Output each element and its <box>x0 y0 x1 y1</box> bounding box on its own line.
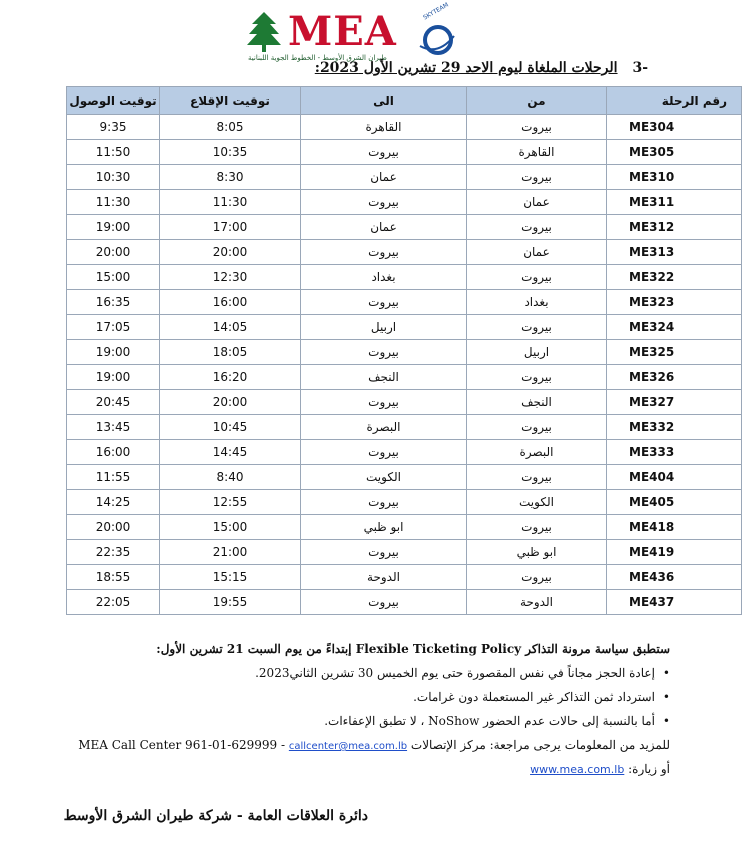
flight-number-cell: ME322 <box>607 265 742 290</box>
table-row <box>67 340 742 365</box>
destination-cell: بيروت <box>301 390 467 415</box>
departure-time-cell: 15:15 <box>160 565 301 590</box>
origin-cell: بيروت <box>467 415 607 440</box>
origin-cell: النجف <box>467 390 607 415</box>
departure-time-cell: 8:30 <box>160 165 301 190</box>
contact-text: للمزيد من المعلومات يرجى مراجعة: مركز الإتصالات MEA Call Center 961-01-629999 - <box>78 738 670 752</box>
logo-arabic-caption: طيران الشرق الأوسط - الخطوط الجوية اللبنانية <box>248 54 387 62</box>
origin-cell: البصرة <box>467 440 607 465</box>
cedar-tree-icon <box>246 10 282 54</box>
destination-cell: بيروت <box>301 240 467 265</box>
flight-number-cell: ME419 <box>607 540 742 565</box>
policy-bullet-noshow: • أما بالنسبة إلى حالات عدم الحضور NoShow ، لا تطبق الإعفاءات. <box>30 714 670 738</box>
arrival-time-cell: 19:00 <box>67 215 160 240</box>
flight-number-cell: ME436 <box>607 565 742 590</box>
table-header-row <box>67 87 742 115</box>
origin-cell: بيروت <box>467 315 607 340</box>
visit-text: أو زيارة: <box>628 762 670 776</box>
departure-time-cell: 10:35 <box>160 140 301 165</box>
table-row <box>67 490 742 515</box>
destination-cell: ابو ظبي <box>301 515 467 540</box>
table-row <box>67 265 742 290</box>
table-row <box>67 240 742 265</box>
section-heading <box>315 60 648 76</box>
origin-cell: بيروت <box>467 365 607 390</box>
destination-cell: بغداد <box>301 265 467 290</box>
table-row <box>67 465 742 490</box>
departure-time-cell: 20:00 <box>160 240 301 265</box>
table-row <box>67 315 742 340</box>
flight-number-cell: ME313 <box>607 240 742 265</box>
departure-time-cell: 10:45 <box>160 415 301 440</box>
origin-cell: بيروت <box>467 115 607 140</box>
arrival-time-cell: 19:00 <box>67 365 160 390</box>
arrival-time-cell: 22:35 <box>67 540 160 565</box>
departure-time-cell: 18:05 <box>160 340 301 365</box>
table-row <box>67 565 742 590</box>
arrival-time-cell: 11:30 <box>67 190 160 215</box>
callcenter-email-link[interactable]: callcenter@mea.com.lb <box>288 741 408 752</box>
origin-cell: بيروت <box>467 565 607 590</box>
table-row <box>67 115 742 140</box>
destination-cell: الدوحة <box>301 565 467 590</box>
logo-wordmark: MEA <box>288 8 397 55</box>
origin-cell: بيروت <box>467 165 607 190</box>
flight-number-cell: ME404 <box>607 465 742 490</box>
destination-cell: القاهرة <box>301 115 467 140</box>
flight-number-cell: ME324 <box>607 315 742 340</box>
destination-cell: بيروت <box>301 590 467 615</box>
header-arrival: توقيت الوصول <box>67 87 160 115</box>
table-row <box>67 165 742 190</box>
flight-number-cell: ME326 <box>607 365 742 390</box>
departure-time-cell: 12:30 <box>160 265 301 290</box>
departure-time-cell: 19:55 <box>160 590 301 615</box>
origin-cell: بيروت <box>467 215 607 240</box>
origin-cell: عمان <box>467 240 607 265</box>
section-title: الرحلات الملغاة ليوم الاحد 29 تشرين الأول 2023: <box>314 60 618 76</box>
table-row <box>67 440 742 465</box>
table-row <box>67 215 742 240</box>
flight-number-cell: ME310 <box>607 165 742 190</box>
policy-bullet-refund: • استرداد ثمن التذاكر غير المستعملة دون غرامات. <box>30 690 670 714</box>
destination-cell: بيروت <box>301 340 467 365</box>
flight-number-cell: ME325 <box>607 340 742 365</box>
departure-time-cell: 20:00 <box>160 390 301 415</box>
destination-cell: بيروت <box>301 190 467 215</box>
arrival-time-cell: 15:00 <box>67 265 160 290</box>
flight-number-cell: ME332 <box>607 415 742 440</box>
mea-logo <box>240 1 470 64</box>
header-to: الى <box>301 87 467 115</box>
departure-time-cell: 12:55 <box>160 490 301 515</box>
destination-cell: بيروت <box>301 290 467 315</box>
origin-cell: الكويت <box>467 490 607 515</box>
policy-notes <box>30 642 670 786</box>
arrival-time-cell: 19:00 <box>67 340 160 365</box>
origin-cell: اربيل <box>467 340 607 365</box>
header-from: من <box>467 87 607 115</box>
flight-number-cell: ME418 <box>607 515 742 540</box>
cancelled-flights-table <box>66 86 742 615</box>
flight-number-cell: ME333 <box>607 440 742 465</box>
policy-bullet-rebook: • إعادة الحجز مجاناً في نفس المقصورة حتى يوم الخميس 30 تشرين الثاني2023. <box>30 666 670 690</box>
destination-cell: النجف <box>301 365 467 390</box>
website-link[interactable]: www.mea.com.lb <box>530 763 625 776</box>
flight-number-cell: ME311 <box>607 190 742 215</box>
table-row <box>67 190 742 215</box>
destination-cell: اربيل <box>301 315 467 340</box>
flight-number-cell: ME405 <box>607 490 742 515</box>
departure-time-cell: 14:45 <box>160 440 301 465</box>
policy-statement: ستطبق سياسة مرونة التذاكر Flexible Ticketing Policy إبتداءً من يوم السبت 21 تشرين الأول: <box>156 642 670 656</box>
table-row <box>67 590 742 615</box>
arrival-time-cell: 11:50 <box>67 140 160 165</box>
origin-cell: بيروت <box>467 265 607 290</box>
flight-number-cell: ME305 <box>607 140 742 165</box>
arrival-time-cell: 20:00 <box>67 240 160 265</box>
departure-time-cell: 15:00 <box>160 515 301 540</box>
table-row <box>67 515 742 540</box>
departure-time-cell: 14:05 <box>160 315 301 340</box>
arrival-time-cell: 9:35 <box>67 115 160 140</box>
header-departure: توقيت الإقلاع <box>160 87 301 115</box>
arrival-time-cell: 22:05 <box>67 590 160 615</box>
table-row <box>67 415 742 440</box>
departure-time-cell: 16:00 <box>160 290 301 315</box>
arrival-time-cell: 14:25 <box>67 490 160 515</box>
flight-number-cell: ME323 <box>607 290 742 315</box>
departure-time-cell: 11:30 <box>160 190 301 215</box>
destination-cell: بيروت <box>301 540 467 565</box>
destination-cell: عمان <box>301 215 467 240</box>
skyteam-icon <box>408 12 460 64</box>
destination-cell: البصرة <box>301 415 467 440</box>
departure-time-cell: 16:20 <box>160 365 301 390</box>
arrival-time-cell: 13:45 <box>67 415 160 440</box>
table-row <box>67 540 742 565</box>
origin-cell: بيروت <box>467 465 607 490</box>
origin-cell: عمان <box>467 190 607 215</box>
arrival-time-cell: 17:05 <box>67 315 160 340</box>
visit-line <box>30 762 670 786</box>
table-row <box>67 140 742 165</box>
origin-cell: ابو ظبي <box>467 540 607 565</box>
departure-time-cell: 17:00 <box>160 215 301 240</box>
contact-line <box>30 738 670 762</box>
origin-cell: بغداد <box>467 290 607 315</box>
departure-time-cell: 21:00 <box>160 540 301 565</box>
table-row <box>67 290 742 315</box>
arrival-time-cell: 18:55 <box>67 565 160 590</box>
arrival-time-cell: 16:00 <box>67 440 160 465</box>
origin-cell: بيروت <box>467 515 607 540</box>
departure-time-cell: 8:05 <box>160 115 301 140</box>
flight-number-cell: ME437 <box>607 590 742 615</box>
footer-signature: دائرة العلاقات العامة - شركة طيران الشرق الأوسط <box>63 808 368 824</box>
flight-number-cell: ME312 <box>607 215 742 240</box>
destination-cell: بيروت <box>301 490 467 515</box>
header-flight-number: رقم الرحلة <box>607 87 742 115</box>
destination-cell: بيروت <box>301 440 467 465</box>
destination-cell: بيروت <box>301 140 467 165</box>
table-row <box>67 365 742 390</box>
departure-time-cell: 8:40 <box>160 465 301 490</box>
origin-cell: القاهرة <box>467 140 607 165</box>
flight-number-cell: ME327 <box>607 390 742 415</box>
flight-number-cell: ME304 <box>607 115 742 140</box>
arrival-time-cell: 16:35 <box>67 290 160 315</box>
table-row <box>67 390 742 415</box>
destination-cell: عمان <box>301 165 467 190</box>
skyteam-label: SKYTEAM <box>422 1 450 22</box>
origin-cell: الدوحة <box>467 590 607 615</box>
destination-cell: الكويت <box>301 465 467 490</box>
section-number: -3 <box>632 60 648 76</box>
arrival-time-cell: 10:30 <box>67 165 160 190</box>
arrival-time-cell: 20:00 <box>67 515 160 540</box>
arrival-time-cell: 11:55 <box>67 465 160 490</box>
arrival-time-cell: 20:45 <box>67 390 160 415</box>
